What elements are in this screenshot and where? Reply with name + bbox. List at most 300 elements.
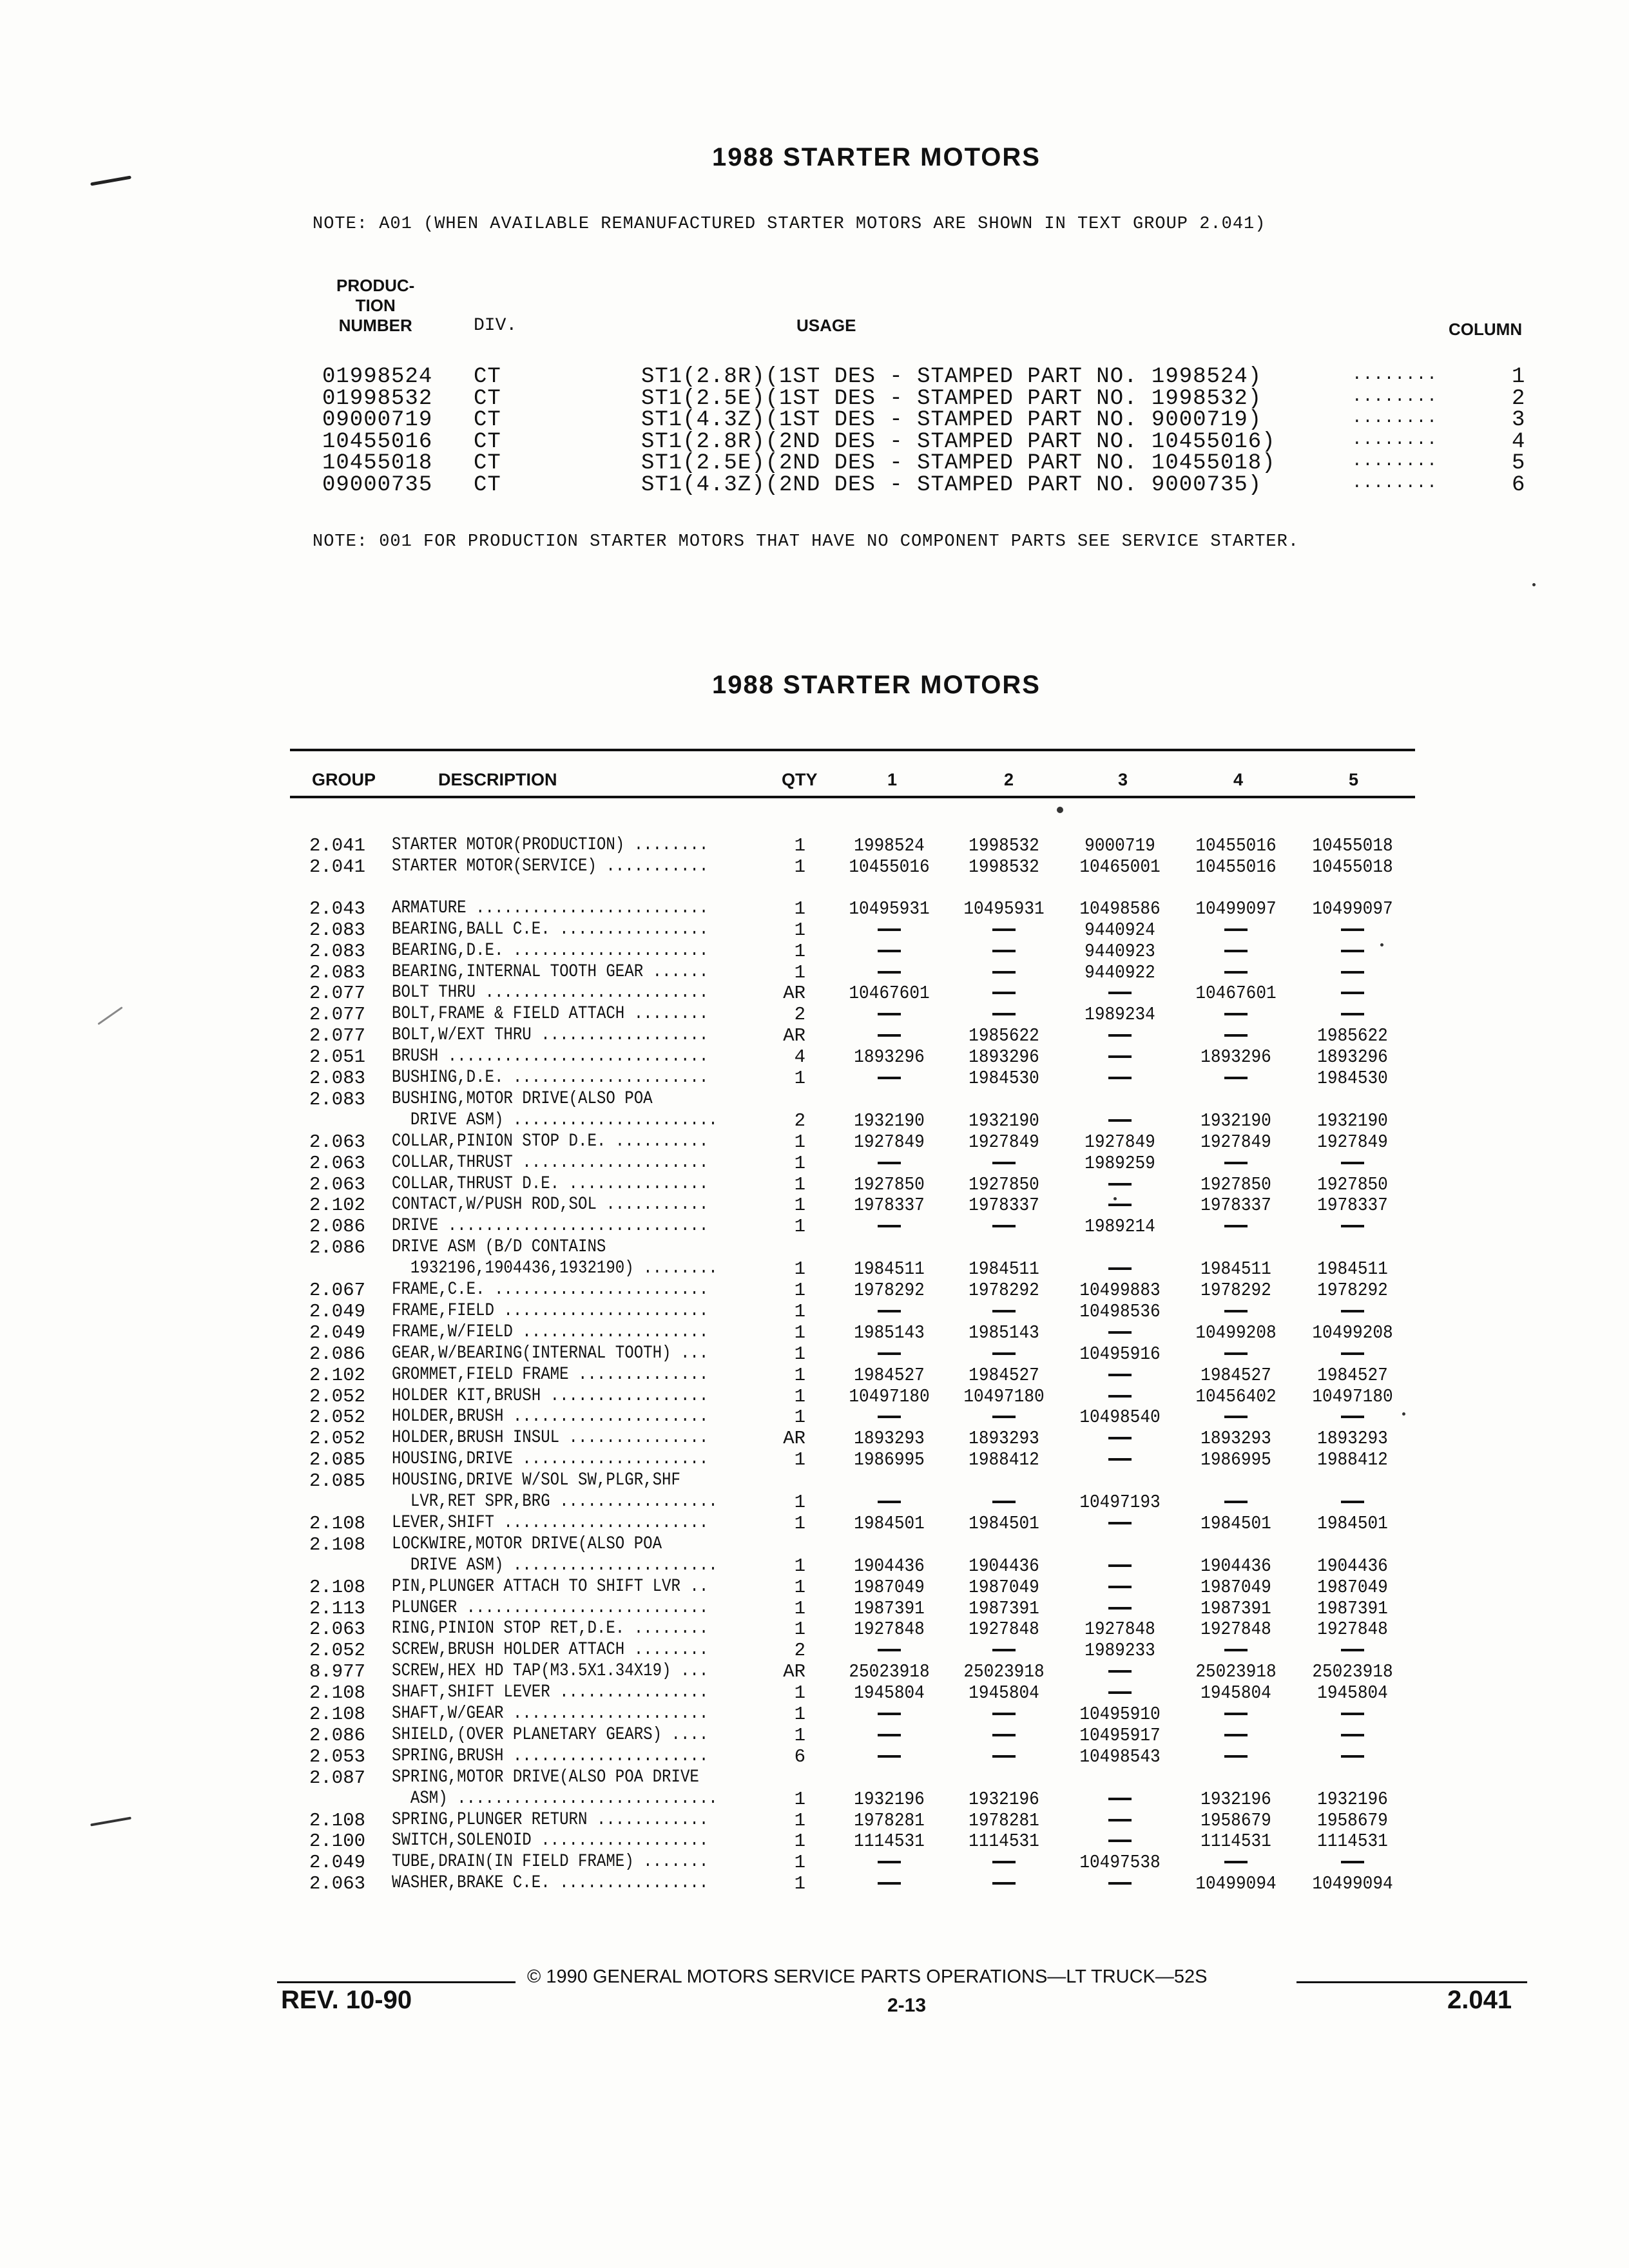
part-description: GROMMET,FIELD FRAME .............. — [392, 1364, 709, 1385]
header-line: TION — [355, 296, 396, 315]
part-description: 1932196,1904436,1932190) ........ — [392, 1258, 718, 1279]
part-number: 10499094 — [1195, 1873, 1277, 1895]
usage-text: ST1(2.8R)(2ND DES - STAMPED PART NO. 10455016) — [641, 429, 1276, 454]
group-code: 2.086 — [309, 1237, 366, 1259]
part-number: 1904436 — [1200, 1555, 1271, 1577]
part-number: 1998532 — [969, 835, 1039, 856]
part-description: RING,PINION STOP RET,D.E. ........ — [392, 1619, 709, 1639]
group-code: 2.083 — [309, 961, 366, 983]
usage-text: ST1(2.5E)(2ND DES - STAMPED PART NO. 10455018) — [641, 451, 1276, 476]
part-description: GEAR,W/BEARING(INTERNAL TOOTH) ... — [392, 1343, 709, 1363]
part-number: 9440923 — [1084, 940, 1155, 962]
part-number: 1932196 — [969, 1788, 1039, 1810]
page-number: 2-13 — [887, 1995, 927, 2016]
not-applicable-dash — [1224, 1861, 1248, 1863]
part-number: 1927848 — [1317, 1619, 1388, 1640]
note-a01: NOTE: A01 (WHEN AVAILABLE REMANUFACTURED STARTER MOTORS ARE SHOWN IN TEXT GROUP 2.041) — [313, 215, 1266, 234]
quantity: 4 — [794, 1046, 805, 1068]
quantity: 1 — [794, 1364, 805, 1386]
table-row — [0, 1131, 1629, 1153]
part-number: 1987391 — [969, 1597, 1039, 1619]
part-number: 1984530 — [969, 1068, 1039, 1089]
quantity: 1 — [794, 1809, 805, 1831]
part-number: 1927849 — [1317, 1131, 1388, 1153]
part-number: 9440922 — [1084, 961, 1155, 983]
not-applicable-dash — [992, 1352, 1016, 1355]
production-row — [0, 365, 1629, 387]
speck — [1532, 583, 1536, 586]
table-row — [0, 1216, 1629, 1237]
not-applicable-dash — [1108, 1522, 1132, 1524]
part-number: 1989259 — [1084, 1152, 1155, 1174]
not-applicable-dash — [1224, 1034, 1248, 1037]
part-number: 1932196 — [854, 1788, 925, 1810]
not-applicable-dash — [1341, 1225, 1364, 1227]
part-number: 1987391 — [1200, 1597, 1271, 1619]
not-applicable-dash — [1108, 1183, 1132, 1186]
not-applicable-dash — [878, 1755, 901, 1758]
part-number: 1114531 — [1200, 1831, 1271, 1852]
quantity: 6 — [794, 1745, 805, 1767]
table-row — [0, 919, 1629, 941]
part-number: 1984501 — [854, 1512, 925, 1534]
part-number: 1945804 — [854, 1682, 925, 1704]
part-description: SCREW,BRUSH HOLDER ATTACH ........ — [392, 1640, 709, 1660]
quantity: 1 — [794, 1449, 805, 1471]
part-description: DRIVE ............................ — [392, 1216, 709, 1236]
not-applicable-dash — [1108, 1437, 1132, 1439]
group-code: 2.052 — [309, 1407, 366, 1428]
not-applicable-dash — [878, 1352, 901, 1355]
part-number: 10495931 — [849, 898, 930, 919]
part-number: 9440924 — [1084, 919, 1155, 941]
part-number: 1985143 — [854, 1321, 925, 1343]
note-001: NOTE: 001 FOR PRODUCTION STARTER MOTORS THAT HAVE NO COMPONENT PARTS SEE SERVICE STARTER. — [313, 532, 1300, 552]
not-applicable-dash — [1108, 1607, 1132, 1610]
not-applicable-dash — [1108, 1267, 1132, 1270]
not-applicable-dash — [878, 950, 901, 952]
not-applicable-dash — [1341, 1310, 1364, 1312]
group-code: 2.083 — [309, 1088, 366, 1110]
table-row — [0, 1046, 1629, 1068]
production-number: 10455018 — [322, 451, 433, 476]
part-number: 1932190 — [1200, 1110, 1271, 1131]
group-code: 2.041 — [309, 835, 366, 856]
quantity: 1 — [794, 1280, 805, 1301]
part-number: 1984501 — [969, 1512, 1039, 1534]
part-number: 10498540 — [1079, 1407, 1161, 1428]
not-applicable-dash — [992, 1310, 1016, 1312]
part-number: 10497180 — [1312, 1385, 1393, 1407]
not-applicable-dash — [992, 928, 1016, 931]
group-code: 2.083 — [309, 940, 366, 962]
quantity: 1 — [794, 1619, 805, 1640]
not-applicable-dash — [1341, 1352, 1364, 1355]
division: CT — [474, 472, 501, 497]
part-number: 1984501 — [1317, 1512, 1388, 1534]
group-code: 2.102 — [309, 1195, 366, 1216]
part-number: 1984501 — [1200, 1512, 1271, 1534]
table-row — [0, 983, 1629, 1004]
part-number: 1985143 — [969, 1321, 1039, 1343]
not-applicable-dash — [1341, 971, 1364, 974]
part-number: 1984527 — [969, 1364, 1039, 1386]
quantity: AR — [783, 983, 805, 1004]
col-header-4: 4 — [1233, 770, 1244, 789]
table-row — [0, 1470, 1629, 1492]
part-number: 10495910 — [1079, 1704, 1161, 1725]
quantity: 1 — [794, 835, 805, 856]
table-row — [0, 1725, 1629, 1746]
part-description: FRAME,FIELD ...................... — [392, 1300, 709, 1321]
group-code: 2.083 — [309, 1068, 366, 1089]
part-number: 1932196 — [1317, 1788, 1388, 1810]
not-applicable-dash — [992, 1755, 1016, 1758]
part-number: 1932190 — [1317, 1110, 1388, 1131]
part-description: BOLT,FRAME & FIELD ATTACH ........ — [392, 1004, 709, 1024]
part-number: 1978292 — [969, 1280, 1039, 1301]
part-description: FRAME,W/FIELD .................... — [392, 1321, 709, 1342]
col-header-3: 3 — [1118, 770, 1128, 789]
table-row — [0, 1873, 1629, 1894]
column-number: 1 — [1512, 365, 1526, 389]
part-number: 1987049 — [1317, 1576, 1388, 1598]
footer-rule-right — [1296, 1981, 1527, 1983]
not-applicable-dash — [992, 971, 1016, 974]
part-description: BUSHING,D.E. ..................... — [392, 1068, 709, 1088]
not-applicable-dash — [1108, 1882, 1132, 1885]
part-description: STARTER MOTOR(PRODUCTION) ........ — [392, 835, 709, 855]
table-row — [0, 898, 1629, 919]
group-code: 2.086 — [309, 1724, 366, 1746]
not-applicable-dash — [1224, 1755, 1248, 1758]
part-description: SCREW,HEX HD TAP(M3.5X1.34X19) ... — [392, 1661, 709, 1682]
part-number: 1985622 — [969, 1025, 1039, 1047]
not-applicable-dash — [878, 928, 901, 931]
part-number: 9000719 — [1084, 835, 1155, 856]
part-number: 1893293 — [854, 1428, 925, 1450]
part-number: 1114531 — [1317, 1831, 1388, 1852]
not-applicable-dash — [1224, 1501, 1248, 1503]
part-description: SWITCH,SOLENOID .................. — [392, 1831, 709, 1851]
part-description: ARMATURE ......................... — [392, 898, 709, 918]
not-applicable-dash — [1341, 1162, 1364, 1164]
part-number: 1984527 — [1200, 1364, 1271, 1386]
part-number: 1932196 — [1200, 1788, 1271, 1810]
leader-dots: ........ — [1352, 472, 1438, 492]
part-description: TUBE,DRAIN(IN FIELD FRAME) ....... — [392, 1852, 709, 1872]
production-row — [0, 451, 1629, 476]
not-applicable-dash — [1224, 971, 1248, 974]
part-number: 1114531 — [854, 1831, 925, 1852]
group-code: 2.053 — [309, 1745, 366, 1767]
not-applicable-dash — [1224, 1734, 1248, 1736]
quantity: 2 — [794, 1640, 805, 1662]
part-description: HOUSING,DRIVE .................... — [392, 1449, 709, 1470]
group-code: 8.977 — [309, 1661, 366, 1683]
quantity: 1 — [794, 1852, 805, 1874]
production-number: 10455016 — [322, 429, 433, 454]
quantity: 1 — [794, 1131, 805, 1153]
table-row — [0, 835, 1629, 856]
not-applicable-dash — [1224, 1416, 1248, 1418]
quantity: 1 — [794, 1195, 805, 1216]
not-applicable-dash — [1224, 1225, 1248, 1227]
part-number: 10499097 — [1195, 898, 1277, 919]
quantity: 1 — [794, 1555, 805, 1577]
part-number: 1927849 — [854, 1131, 925, 1153]
table-row — [0, 1068, 1629, 1089]
group-code: 2.108 — [309, 1704, 366, 1725]
group-code: 2.100 — [309, 1831, 366, 1852]
table-row — [0, 1237, 1629, 1258]
part-number: 1988412 — [969, 1449, 1039, 1471]
part-number: 1987391 — [1317, 1597, 1388, 1619]
not-applicable-dash — [1108, 1840, 1132, 1842]
footer-rule-left — [277, 1981, 516, 1983]
quantity: AR — [783, 1025, 805, 1047]
part-number: 25023918 — [849, 1661, 930, 1683]
not-applicable-dash — [1224, 1013, 1248, 1015]
not-applicable-dash — [1341, 1013, 1364, 1015]
part-number: 10465001 — [1079, 856, 1161, 878]
part-description: LVR,RET SPR,BRG ................. — [392, 1492, 718, 1512]
part-description: PLUNGER .......................... — [392, 1597, 709, 1618]
part-number: 25023918 — [1312, 1661, 1393, 1683]
part-number: 1986995 — [1200, 1449, 1271, 1471]
part-number: 10455016 — [1195, 835, 1277, 856]
group-code: 2.108 — [309, 1809, 366, 1831]
part-number: 10495931 — [963, 898, 1045, 919]
part-description: DRIVE ASM) ...................... — [392, 1555, 718, 1575]
table-row — [0, 1598, 1629, 1619]
part-description: HOLDER,BRUSH ..................... — [392, 1407, 709, 1427]
group-code: 2.052 — [309, 1640, 366, 1662]
part-number: 1989234 — [1084, 1004, 1155, 1026]
table-row — [0, 1025, 1629, 1046]
not-applicable-dash — [1108, 1395, 1132, 1398]
group-code: 2.052 — [309, 1385, 366, 1407]
part-number: 1978292 — [854, 1280, 925, 1301]
not-applicable-dash — [1341, 992, 1364, 994]
not-applicable-dash — [1108, 1077, 1132, 1079]
not-applicable-dash — [878, 1034, 901, 1037]
not-applicable-dash — [878, 1225, 901, 1227]
not-applicable-dash — [992, 950, 1016, 952]
part-number: 1984511 — [854, 1258, 925, 1280]
part-description: BOLT,W/EXT THRU .................. — [392, 1025, 709, 1046]
not-applicable-dash — [1108, 1119, 1132, 1122]
group-code: 2.108 — [309, 1682, 366, 1704]
table-row — [0, 1852, 1629, 1873]
part-number: 1989214 — [1084, 1216, 1155, 1238]
part-number: 1984530 — [1317, 1068, 1388, 1089]
column-number: 2 — [1512, 386, 1526, 411]
leader-dots: ........ — [1352, 365, 1438, 384]
not-applicable-dash — [878, 1162, 901, 1164]
group-code: 2.086 — [309, 1216, 366, 1238]
quantity: 1 — [794, 1258, 805, 1280]
part-number: 1927848 — [1200, 1619, 1271, 1640]
table-row — [0, 1174, 1629, 1195]
col-header-qty: QTY — [782, 770, 818, 789]
quantity: 1 — [794, 1576, 805, 1598]
part-description: SPRING,MOTOR DRIVE(ALSO POA DRIVE — [392, 1767, 699, 1787]
part-description: WASHER,BRAKE C.E. ................ — [392, 1873, 709, 1894]
part-number: 1984511 — [1200, 1258, 1271, 1280]
not-applicable-dash — [1224, 1310, 1248, 1312]
table-row — [0, 941, 1629, 962]
quantity: 1 — [794, 898, 805, 919]
not-applicable-dash — [992, 1162, 1016, 1164]
not-applicable-dash — [878, 1013, 901, 1015]
table-row — [0, 856, 1629, 878]
group-code: 2.049 — [309, 1321, 366, 1343]
not-applicable-dash — [992, 1734, 1016, 1736]
part-number: 1985622 — [1317, 1025, 1388, 1047]
col-header-group: GROUP — [312, 770, 376, 789]
group-code: 2.077 — [309, 983, 366, 1004]
group-code: 2.108 — [309, 1512, 366, 1534]
leader-dots: ........ — [1352, 429, 1438, 449]
not-applicable-dash — [992, 1416, 1016, 1418]
not-applicable-dash — [992, 1861, 1016, 1863]
part-number: 1989233 — [1084, 1640, 1155, 1662]
part-number: 10499094 — [1312, 1873, 1393, 1895]
group-code: 2.063 — [309, 1152, 366, 1174]
part-number: 1978337 — [1200, 1195, 1271, 1216]
table-row — [0, 1195, 1629, 1216]
table-row — [0, 962, 1629, 983]
production-number: 09000735 — [322, 472, 433, 497]
group-code: 2.102 — [309, 1364, 366, 1386]
quantity: 2 — [794, 1110, 805, 1131]
group-code: 2.113 — [309, 1597, 366, 1619]
part-number: 10455016 — [849, 856, 930, 878]
part-number: 1987049 — [854, 1576, 925, 1598]
page-title: 1988 STARTER MOTORS — [712, 143, 1041, 171]
part-number: 1984527 — [1317, 1364, 1388, 1386]
part-description: SHIELD,(OVER PLANETARY GEARS) .... — [392, 1724, 709, 1745]
table-row — [0, 1280, 1629, 1301]
table-row — [0, 1407, 1629, 1428]
not-applicable-dash — [992, 1882, 1016, 1885]
part-number: 10498536 — [1079, 1300, 1161, 1322]
quantity: 1 — [794, 1343, 805, 1365]
part-number: 1893296 — [1200, 1046, 1271, 1068]
group-code: 2.087 — [309, 1767, 366, 1789]
part-number: 1904436 — [1317, 1555, 1388, 1577]
table-row — [0, 1449, 1629, 1470]
part-number: 1904436 — [854, 1555, 925, 1577]
part-number: 25023918 — [1195, 1661, 1277, 1683]
revision-label: REV. 10-90 — [281, 1986, 412, 2014]
production-row — [0, 430, 1629, 452]
quantity: 1 — [794, 1724, 805, 1746]
table-row — [0, 1619, 1629, 1640]
not-applicable-dash — [992, 992, 1016, 994]
not-applicable-dash — [1341, 950, 1364, 952]
not-applicable-dash — [1341, 1734, 1364, 1736]
quantity: 1 — [794, 1873, 805, 1895]
part-description: CONTACT,W/PUSH ROD,SOL ........... — [392, 1195, 709, 1215]
table-row — [0, 1322, 1629, 1343]
table-row — [0, 1577, 1629, 1598]
part-number: 1927850 — [1317, 1173, 1388, 1195]
quantity: 1 — [794, 1704, 805, 1725]
table-row — [0, 1301, 1629, 1322]
leader-dots: ........ — [1352, 386, 1438, 406]
part-number: 1978281 — [854, 1809, 925, 1831]
not-applicable-dash — [1108, 1055, 1132, 1058]
part-description: COLLAR,THRUST .................... — [392, 1152, 709, 1173]
production-row — [0, 408, 1629, 430]
part-number: 1904436 — [969, 1555, 1039, 1577]
part-number: 1958679 — [1317, 1809, 1388, 1831]
production-number: 01998532 — [322, 386, 433, 411]
div-header: DIV. — [474, 316, 517, 336]
part-number: 10499208 — [1195, 1321, 1277, 1343]
speck — [1380, 943, 1383, 947]
not-applicable-dash — [878, 1310, 901, 1312]
speck — [1113, 1197, 1117, 1200]
quantity: 1 — [794, 1216, 805, 1238]
not-applicable-dash — [1341, 1649, 1364, 1651]
group-code: 2.108 — [309, 1533, 366, 1555]
part-description: COLLAR,PINION STOP D.E. .......... — [392, 1131, 709, 1151]
quantity: 1 — [794, 1152, 805, 1174]
table-row — [0, 1513, 1629, 1534]
not-applicable-dash — [1224, 1352, 1248, 1355]
speck — [1057, 807, 1063, 813]
table-row — [0, 1110, 1629, 1131]
part-description: BEARING,BALL C.E. ................ — [392, 919, 709, 939]
part-number: 10499097 — [1312, 898, 1393, 919]
not-applicable-dash — [1108, 1798, 1132, 1800]
part-description: BRUSH ............................ — [392, 1046, 709, 1067]
not-applicable-dash — [1341, 928, 1364, 931]
not-applicable-dash — [1341, 1713, 1364, 1715]
part-number: 10498586 — [1079, 898, 1161, 919]
part-number: 1945804 — [1200, 1682, 1271, 1704]
part-number: 1893296 — [854, 1046, 925, 1068]
quantity: 1 — [794, 1068, 805, 1089]
part-number: 1958679 — [1200, 1809, 1271, 1831]
part-description: DRIVE ASM) ...................... — [392, 1110, 718, 1130]
part-number: 1978337 — [854, 1195, 925, 1216]
not-applicable-dash — [878, 1077, 901, 1079]
part-description: BEARING,D.E. ..................... — [392, 940, 709, 961]
not-applicable-dash — [1108, 1564, 1132, 1567]
part-number: 10467601 — [1195, 983, 1277, 1004]
part-number: 1978337 — [1317, 1195, 1388, 1216]
group-code: 2.063 — [309, 1131, 366, 1153]
table-row — [0, 1365, 1629, 1386]
part-number: 10455018 — [1312, 856, 1393, 878]
table-title: 1988 STARTER MOTORS — [712, 671, 1041, 699]
table-row — [0, 1004, 1629, 1025]
part-number: 1927848 — [854, 1619, 925, 1640]
division: CT — [474, 429, 501, 454]
margin-mark — [90, 175, 131, 186]
part-number: 10499208 — [1312, 1321, 1393, 1343]
column-number: 4 — [1512, 429, 1526, 454]
quantity: AR — [783, 1428, 805, 1450]
part-number: 10497180 — [963, 1385, 1045, 1407]
group-code: 2.085 — [309, 1449, 366, 1471]
column-number: 3 — [1512, 408, 1526, 432]
part-number: 1927849 — [1200, 1131, 1271, 1153]
